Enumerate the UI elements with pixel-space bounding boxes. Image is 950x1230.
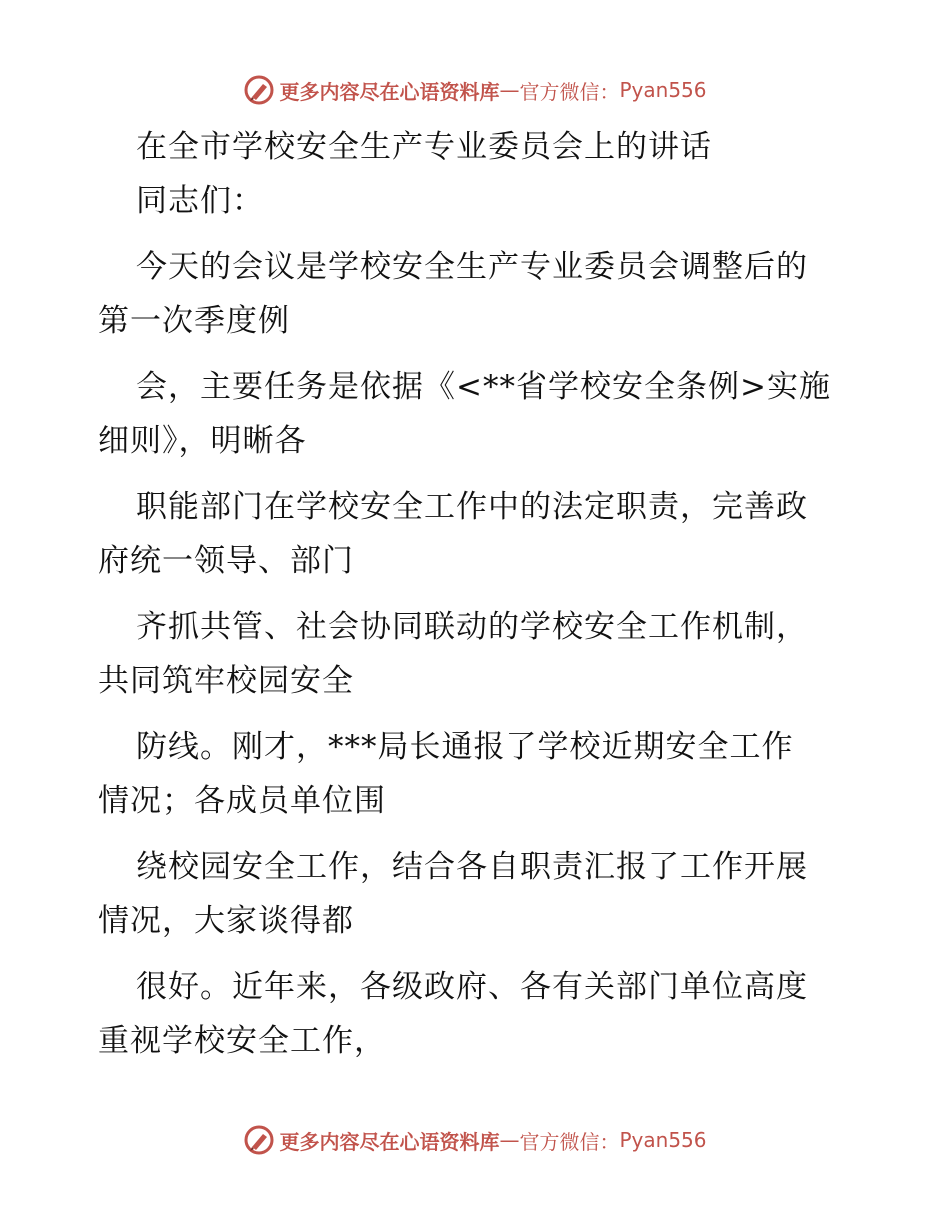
paragraph-line: 重视学校安全工作， [98, 1023, 386, 1059]
paragraph-line: 第一次季度例 [98, 303, 290, 339]
pen-logo-icon [243, 74, 275, 106]
banner-text: 更多内容尽在心语资料库 [279, 79, 500, 104]
banner-wechat-id: Pyan556 [619, 78, 707, 102]
paragraph-line: 职能部门在学校安全工作中的法定职责，完善政 [136, 489, 808, 525]
paragraph-line: 齐抓共管、社会协同联动的学校安全工作机制， [136, 609, 808, 645]
paragraph-line: 很好。近年来，各级政府、各有关部门单位高度 [136, 969, 808, 1005]
paragraph-line: 今天的会议是学校安全生产专业委员会调整后的 [136, 249, 808, 285]
paragraph-line: 绕校园安全工作，结合各自职责汇报了工作开展 [136, 849, 808, 885]
salutation: 同志们： [136, 183, 264, 219]
document-title: 在全市学校安全生产专业委员会上的讲话 [136, 129, 712, 165]
paragraph-line: 情况；各成员单位围 [98, 783, 386, 819]
paragraph-line: 防线。刚才，***局长通报了学校近期安全工作 [136, 729, 794, 765]
banner-text: 更多内容尽在心语资料库 [279, 1129, 500, 1154]
pen-logo-icon [243, 1124, 275, 1156]
paragraph-line: 共同筑牢校园安全 [98, 663, 354, 699]
paragraph-line: 细则》，明晰各 [98, 423, 307, 459]
banner-wechat-id: Pyan556 [619, 1128, 707, 1152]
banner-wechat-label: 官方微信： [519, 1129, 620, 1154]
paragraph-line: 情况，大家谈得都 [98, 903, 354, 939]
paragraph-line: 会，主要任务是依据《<**省学校安全条例>实施 [136, 369, 831, 405]
document-body [98, 120, 858, 1068]
banner-dash: — [499, 1128, 520, 1152]
paragraph-line: 府统一领导、部门 [98, 543, 354, 579]
banner-dash: — [499, 78, 520, 102]
header-banner [0, 70, 950, 110]
footer-banner [0, 1120, 950, 1160]
banner-wechat-label: 官方微信： [519, 79, 620, 104]
